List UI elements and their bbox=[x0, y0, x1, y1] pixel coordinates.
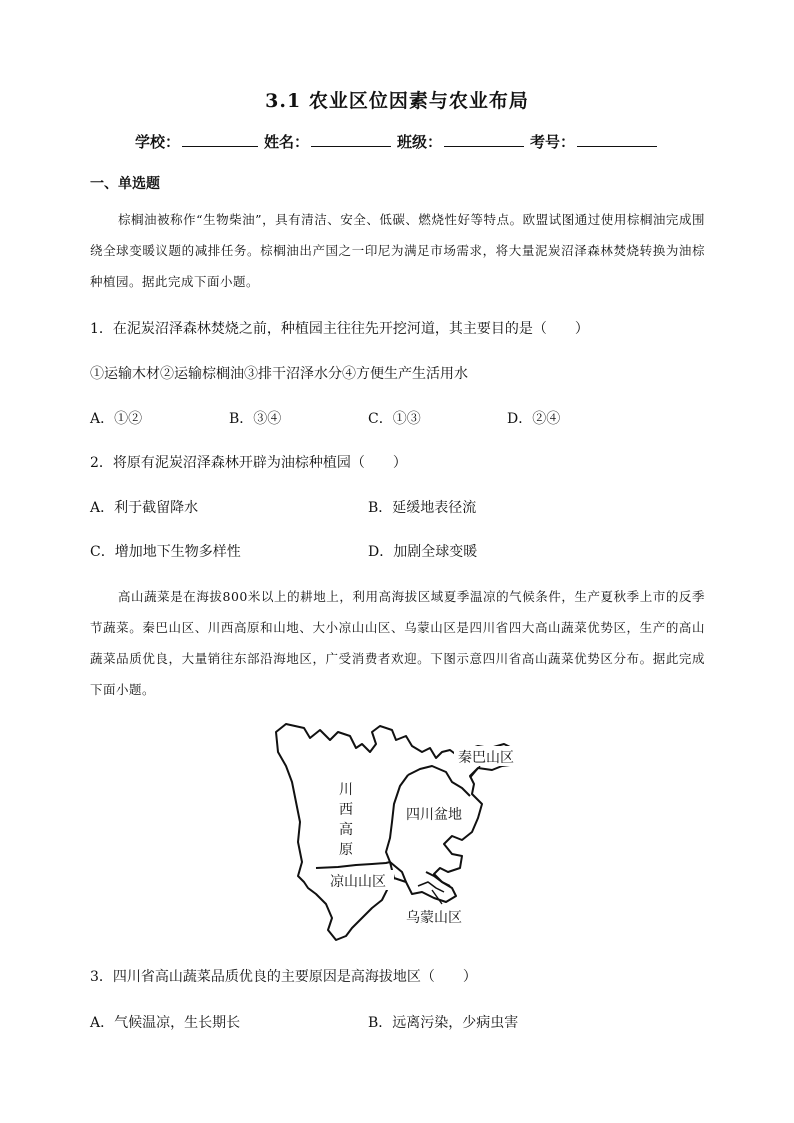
map-label-liangshan: 凉山山区 bbox=[330, 874, 386, 890]
school-label: 学校： bbox=[135, 133, 181, 151]
question-2-stem: 2．将原有泥炭沼泽森林开辟为油棕种植园（ ） bbox=[90, 455, 407, 471]
map-label-chuanxi-1: 川 bbox=[339, 782, 353, 798]
sichuan-vegetable-map bbox=[266, 722, 528, 944]
passage-highland-vegetables: 高山蔬菜是在海拔800米以上的耕地上，利用高海拔区域夏季温凉的气候条件，生产夏秋季上市的反季节蔬菜。秦巴山区、川西高原和山地、大小凉山山区、乌蒙山区是四川省四大高山蔬菜优势区，生产的高山蔬菜品质优良，大量销往东部沿海地区，广受消费者欢迎。下图示意四川省高山蔬菜优势区分布。据此完成下面小题。 bbox=[90, 589, 705, 697]
question-3-stem: 3．四川省高山蔬菜品质优良的主要原因是高海拔地区（ ） bbox=[90, 969, 477, 985]
q2-option-c[interactable]: C．增加地下生物多样性 bbox=[90, 544, 241, 560]
q1-option-c[interactable]: C．①③ bbox=[368, 411, 421, 427]
liangshan-boundary bbox=[316, 862, 390, 868]
q3-option-a[interactable]: A．气候温凉，生长期长 bbox=[90, 1015, 241, 1031]
q1-option-d[interactable]: D．②④ bbox=[507, 411, 561, 427]
passage-palm-oil: 棕榈油被称作“生物柴油”，具有清洁、安全、低碳、燃烧性好等特点。欧盟试图通过使用棕榈油完成围绕全球变暖议题的减排任务。棕榈油出产国之一印尼为满足市场需求，将大量泥炭沼泽森林焚烧转换为油棕种植园。据此完成下面小题。 bbox=[90, 212, 705, 289]
section-title: 一、单选题 bbox=[90, 176, 160, 192]
question-1-stem: 1．在泥炭沼泽森林焚烧之前，种植园主往往先开挖河道，其主要目的是（ ） bbox=[90, 321, 589, 337]
q1-option-b[interactable]: B．③④ bbox=[229, 411, 282, 427]
q2-option-d[interactable]: D．加剧全球变暖 bbox=[368, 544, 478, 560]
name-blank[interactable] bbox=[311, 132, 391, 147]
number-label: 考号： bbox=[530, 133, 576, 151]
map-label-chuanxi-2: 西 bbox=[339, 802, 353, 818]
wumeng-inner-line bbox=[418, 882, 444, 892]
name-label: 姓名： bbox=[264, 133, 310, 151]
map-label-chuanxi-3: 高 bbox=[339, 822, 353, 838]
class-label: 班级： bbox=[397, 133, 443, 151]
number-blank[interactable] bbox=[577, 132, 657, 147]
question-1-items: ①运输木材②运输棕榈油③排干沼泽水分④方便生产生活用水 bbox=[90, 366, 468, 382]
map-label-wumeng: 乌蒙山区 bbox=[406, 910, 462, 926]
page-title: 3.1 农业区位因素与农业布局 bbox=[265, 90, 529, 112]
basin-boundary bbox=[408, 766, 470, 796]
map-label-chuanxi-4: 原 bbox=[339, 842, 353, 858]
student-info-row bbox=[135, 131, 663, 152]
q2-option-a[interactable]: A．利于截留降水 bbox=[90, 500, 199, 516]
q3-option-b[interactable]: B．远离污染，少病虫害 bbox=[368, 1015, 519, 1031]
map-label-qinba: 秦巴山区 bbox=[458, 750, 514, 766]
map-label-basin: 四川盆地 bbox=[406, 807, 462, 823]
q2-option-b[interactable]: B．延缓地表径流 bbox=[368, 500, 477, 516]
school-blank[interactable] bbox=[182, 132, 258, 147]
qinba-leader-line bbox=[470, 766, 480, 778]
q1-option-a[interactable]: A．①② bbox=[90, 411, 143, 427]
class-blank[interactable] bbox=[444, 132, 524, 147]
